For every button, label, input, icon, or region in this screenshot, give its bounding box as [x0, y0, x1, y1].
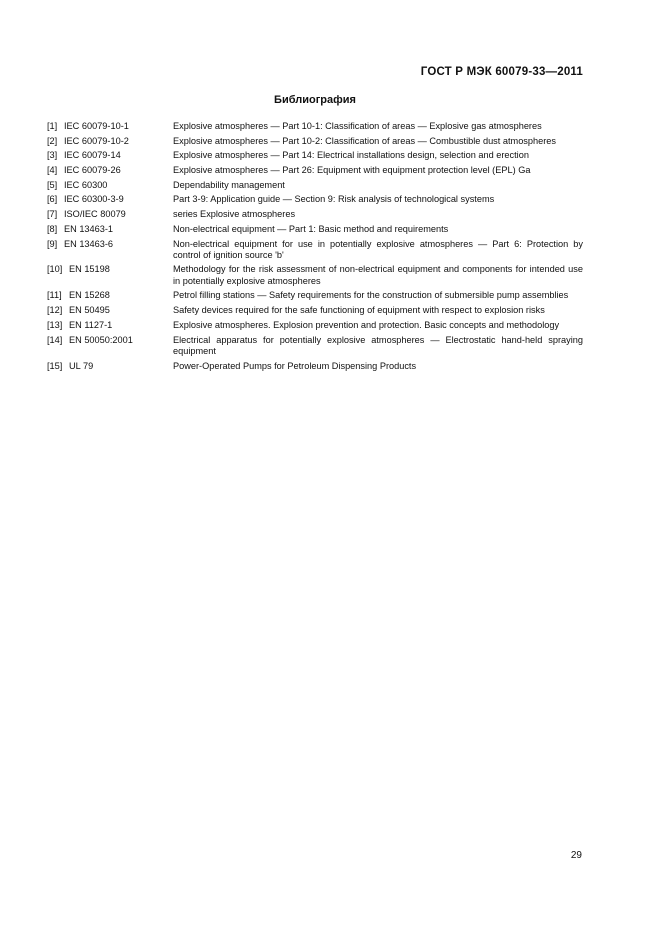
entry-number: [5]: [47, 179, 58, 190]
entry-description: Explosive atmospheres — Part 26: Equipment with equipment protection level (EPL) Ga: [173, 165, 531, 176]
entry-description: Petrol filling stations — Safety requirements for the construction of submersible pump assemblies: [173, 290, 569, 301]
page-title: Библиография: [274, 94, 356, 106]
entry-number: [10]: [47, 264, 63, 275]
bibliography-entry: [47, 224, 583, 235]
entry-code: IEC 60300: [64, 179, 108, 190]
entry-description: Power-Operated Pumps for Petroleum Dispensing Products: [173, 360, 417, 371]
bibliography-entry: [47, 239, 583, 262]
entry-number: [3]: [47, 150, 58, 161]
entry-number: [1]: [47, 121, 58, 131]
entry-number: [11]: [47, 290, 62, 301]
entry-description: Electrical apparatus for potentially explosive atmospheres — Electrostatic hand-held spraying equipment: [173, 334, 583, 356]
document-code: ГОСТ Р МЭК 60079-33—2011: [420, 66, 583, 78]
entry-number: [13]: [47, 319, 63, 330]
entry-description: Safety devices required for the safe functioning of equipment with respect to explosion risks: [173, 305, 545, 316]
entry-code: IEC 60079-10-1: [64, 121, 129, 131]
entry-description: Explosive atmospheres. Explosion prevention and protection. Basic concepts and methodology: [173, 319, 560, 330]
bibliography-entry: [47, 361, 583, 372]
bibliography-entry: [47, 335, 583, 358]
entry-number: [7]: [47, 209, 58, 220]
entry-number: [12]: [47, 305, 63, 316]
bibliography-entry: [47, 121, 583, 132]
entry-code: EN 50050:2001: [69, 334, 133, 345]
entry-code: EN 50495: [69, 305, 110, 316]
entry-description: Explosive atmospheres — Part 14: Electrical installations design, selection and erection: [173, 150, 529, 161]
entry-description: Non-electrical equipment for use in potentially explosive atmospheres — Part 6: Protection by control of ignition source 'b': [173, 238, 583, 260]
bibliography-list: [47, 121, 583, 375]
entry-code: EN 15198: [69, 264, 110, 275]
bibliography-entry: [47, 180, 583, 191]
bibliography-entry: [47, 320, 583, 331]
entry-description: Methodology for the risk assessment of non-electrical equipment and components for intended use in potentially explosive atmospheres: [173, 264, 583, 286]
bibliography-entry: [47, 194, 583, 205]
entry-code: EN 1127-1: [69, 319, 113, 330]
entry-number: [9]: [47, 238, 58, 249]
page-number: 29: [570, 850, 582, 861]
entry-code: ISO/IEC 80079: [64, 209, 126, 220]
entry-number: [6]: [47, 194, 58, 205]
entry-code: IEC 60079-26: [64, 165, 121, 176]
entry-description: series Explosive atmospheres: [173, 209, 296, 220]
entry-number: [2]: [47, 135, 58, 146]
entry-code: IEC 60079-14: [64, 150, 121, 161]
bibliography-entry: [47, 150, 583, 161]
entry-description: Explosive atmospheres — Part 10-2: Classification of areas — Combustible dust atmospheres: [173, 135, 556, 146]
entry-number: [8]: [47, 223, 58, 234]
entry-description: Non-electrical equipment — Part 1: Basic method and requirements: [173, 223, 449, 234]
entry-description: Dependability management: [173, 179, 285, 190]
entry-number: [14]: [47, 334, 63, 345]
entry-code: EN 13463-6: [64, 238, 114, 249]
bibliography-entry: [47, 290, 583, 301]
bibliography-entry: [47, 305, 583, 316]
bibliography-entry: [47, 209, 583, 220]
entry-code: UL 79: [69, 360, 94, 371]
entry-number: [15]: [47, 360, 63, 371]
entry-code: EN 13463-1: [64, 223, 114, 234]
entry-code: IEC 60079-10-2: [64, 135, 129, 146]
entry-number: [4]: [47, 165, 58, 176]
bibliography-entry: [47, 165, 583, 176]
bibliography-entry: [47, 264, 583, 287]
entry-description: Part 3-9: Application guide — Section 9: Risk analysis of technological systems: [173, 194, 495, 205]
entry-code: IEC 60300-3-9: [64, 194, 124, 205]
bibliography-entry: [47, 136, 583, 147]
entry-description: Explosive atmospheres — Part 10-1: Classification of areas — Explosive gas atmospheres: [173, 121, 542, 131]
entry-code: EN 15268: [69, 290, 110, 301]
